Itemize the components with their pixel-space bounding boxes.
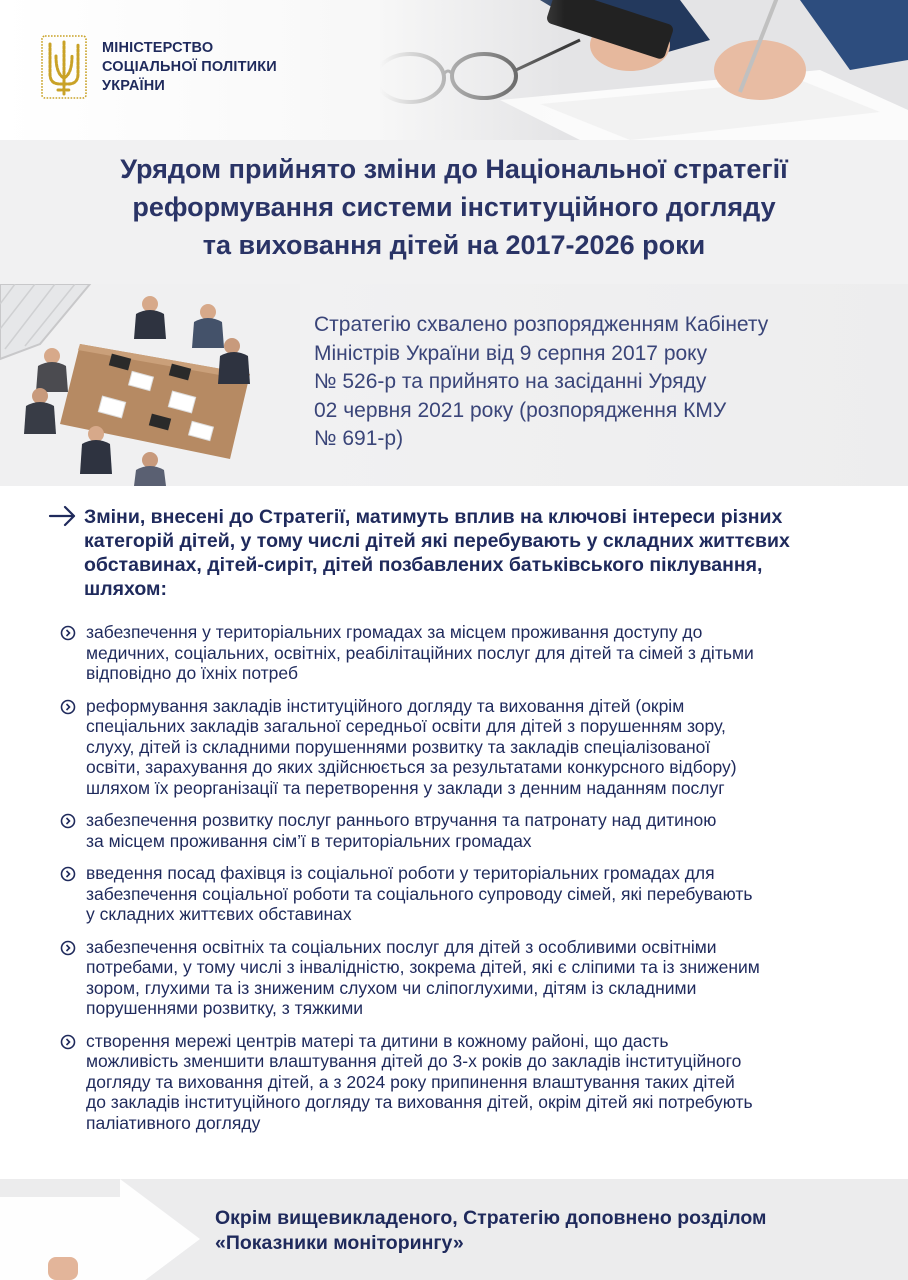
list-item-line: можливість зменшити влаштування дітей до 3-х років до закладів інституційного: [86, 1051, 742, 1071]
list-item-line: відповідно до їхніх потреб: [86, 663, 298, 683]
footer-note: [215, 1206, 895, 1256]
measures-list: [60, 622, 890, 1145]
intro-line: Міністрів України від 9 серпня 2017 року: [314, 341, 708, 365]
list-item-line: забезпечення розвитку послуг раннього втручання та патронату над дитиною: [86, 810, 717, 830]
intro-section: [0, 284, 908, 486]
list-item-text: [86, 863, 890, 925]
ministry-name-line: СОЦІАЛЬНОЇ ПОЛІТИКИ: [102, 58, 277, 75]
list-item: [60, 1031, 890, 1134]
list-item: [60, 937, 890, 1019]
list-item-line: забезпечення у територіальних громадах за місцем проживання доступу до: [86, 622, 703, 642]
footer-line: Окрім вищевикладеного, Стратегію доповнено розділом: [215, 1207, 767, 1229]
list-item-line: освіти, зарахування до яких здійснюється за результатами конкурсного відбору): [86, 757, 737, 777]
ministry-name-line: МІНІСТЕРСТВО: [102, 39, 214, 56]
intro-text: [314, 311, 894, 454]
chevron-circle-icon: [60, 866, 76, 882]
title-line: реформування системи інституційного догляду: [132, 192, 776, 222]
intro-line: 02 червня 2021 року (розпорядження КМУ: [314, 398, 727, 422]
page-title: [20, 150, 888, 264]
lead-paragraph: [84, 505, 884, 601]
list-item-line: зором, глухими та із зниженим слухом чи сліпоглухими, дітям із складними: [86, 977, 697, 998]
title-line: Урядом прийнято зміни до Національної стратегії: [120, 154, 788, 184]
chevron-circle-icon: [60, 940, 76, 956]
title-line: та виховання дітей на 2017-2026 роки: [202, 230, 706, 260]
arrow-right-icon: [48, 504, 78, 528]
intro-line: № 526-р та прийнято на засіданні Уряду: [314, 370, 707, 393]
chevron-circle-icon: [60, 813, 76, 829]
list-item-line: потребами, у тому числі з інвалідністю, зокрема дітей, які є сліпими та із зниженим: [86, 957, 760, 977]
ministry-name-line: УКРАЇНИ: [102, 77, 166, 94]
chevron-circle-icon: [60, 699, 76, 715]
list-item-line: забезпечення освітніх та соціальних послуг для дітей з особливими освітніми: [86, 936, 717, 957]
list-item-line: введення посад фахівця із соціальної роботи у територіальних громадах для: [86, 863, 715, 883]
list-item: [60, 810, 890, 851]
intro-line: Стратегію схвалено розпорядженням Кабінету: [314, 313, 769, 336]
meeting-photo: [0, 284, 300, 486]
list-item-line: реформування закладів інституційного догляду та виховання дітей (окрім: [86, 695, 685, 716]
list-item-text: [86, 622, 890, 684]
list-item-line: паліативного догляду: [86, 1112, 261, 1133]
list-item-line: слуху, дітей із складними порушеннями розвитку та закладів спеціалізованої: [86, 736, 711, 757]
list-item-line: порушеннями розвитку, з тяжкими: [86, 998, 364, 1018]
list-item-line: шляхом їх реорганізації та перетворення у заклади з денним наданням послуг: [86, 777, 725, 798]
chevron-circle-icon: [60, 625, 76, 641]
lead-line: категорій дітей, у тому числі дітей які перебувають у складних життєвих: [84, 530, 790, 552]
list-item-text: [86, 696, 890, 799]
ministry-name: [102, 39, 277, 96]
list-item-line: до закладів інституційного догляду та виховання дітей, окрім дітей які потребують: [86, 1092, 753, 1112]
intro-line: № 691-р): [314, 427, 404, 450]
list-item: [60, 622, 890, 684]
trident-icon: [40, 34, 88, 100]
list-item-line: медичних, соціальних, освітніх, реабілітаційних послуг для дітей та сімей з дітьми: [86, 642, 754, 663]
list-item-line: забезпечення соціальної роботи та соціального супроводу сімей, які перебувають: [86, 883, 753, 904]
chevron-circle-icon: [60, 1034, 76, 1050]
list-item-text: [86, 1031, 890, 1134]
lead-line: обставинах, дітей-сиріт, дітей позбавлених батьківського піклування,: [84, 554, 763, 576]
list-item-line: у складних життєвих обставинах: [86, 904, 352, 924]
list-item: [60, 863, 890, 925]
list-item-line: спеціальних закладів загальної середньої освіти для дітей з порушенням зору,: [86, 716, 726, 736]
ministry-logo: [40, 34, 277, 100]
list-item-line: створення мережі центрів матері та дитини в кожному районі, що дасть: [86, 1030, 669, 1051]
list-item-line: за місцем проживання сім’ї в територіальних громадах: [86, 830, 532, 851]
list-item-text: [86, 937, 890, 1019]
lead-line: шляхом:: [84, 578, 167, 600]
footer-line: «Показники моніторингу»: [215, 1232, 464, 1254]
list-item: [60, 696, 890, 799]
list-item-line: догляду та виховання дітей, а з 2024 року припинення влаштування таких дітей: [86, 1071, 735, 1092]
arrow-sign-illustration: [0, 1179, 200, 1280]
header-photo: [380, 0, 908, 140]
list-item-text: [86, 810, 890, 851]
page-header: [0, 0, 908, 140]
lead-line: Зміни, внесені до Стратегії, матимуть вплив на ключові інтереси різних: [84, 506, 783, 528]
